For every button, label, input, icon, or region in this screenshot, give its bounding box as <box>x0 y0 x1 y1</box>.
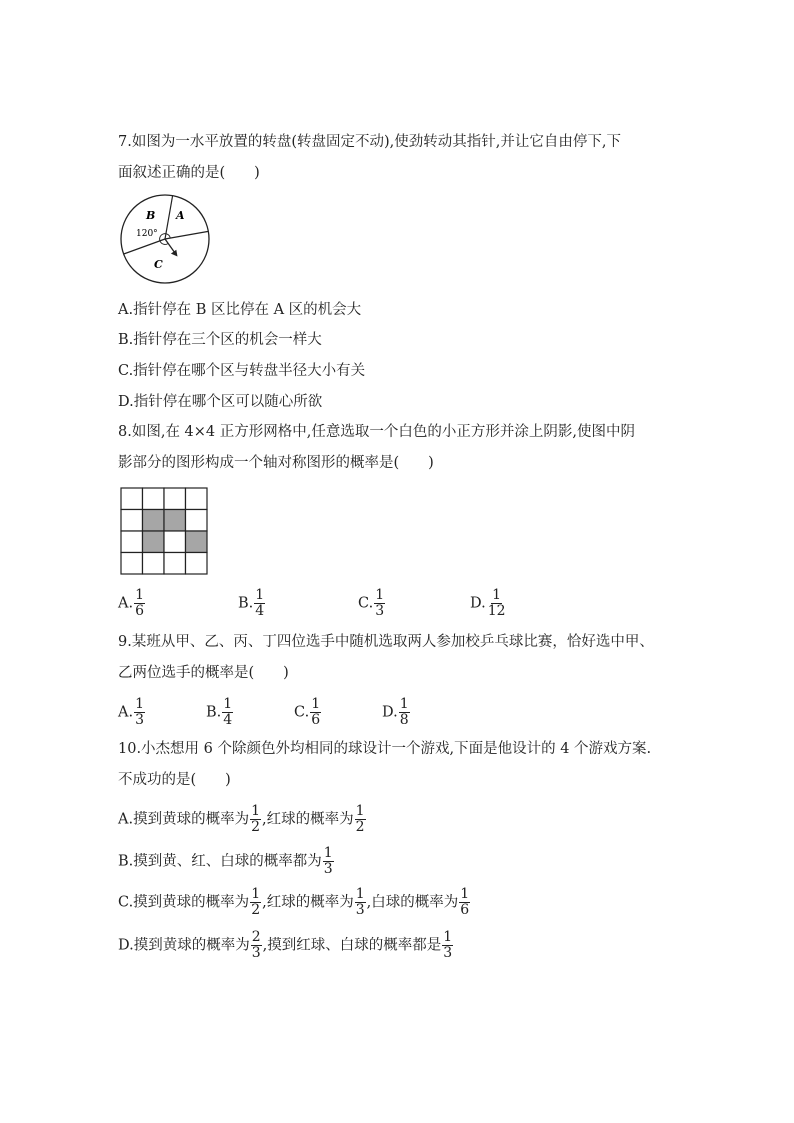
q7-stem-line1: 7.如图为一水平放置的转盘(转盘固定不动),使劲转动其指针,并让它自由停下,下 <box>118 134 621 150</box>
grid-cell <box>186 510 208 532</box>
grid-cell <box>121 553 143 575</box>
grid-cell <box>164 531 186 553</box>
q9-option-a: A. $\frac{1}{3}$ <box>118 696 145 728</box>
angle-label: 120° <box>136 229 158 239</box>
grid-cell-shaded <box>143 531 165 553</box>
grid-cell <box>121 531 143 553</box>
q7-option-a: A.指针停在 B 区比停在 A 区的机会大 <box>118 302 362 318</box>
grid-cell <box>186 553 208 575</box>
q8-option-c: C. $\frac{1}{3}$ <box>358 587 385 619</box>
grid-cell <box>121 488 143 510</box>
q10-stem-line2: 不成功的是( ) <box>118 772 231 788</box>
divider-top <box>165 196 173 239</box>
q7-option-c: C.指针停在哪个区与转盘半径大小有关 <box>118 363 366 379</box>
q9-option-b: B. $\frac{1}{4}$ <box>206 696 233 728</box>
q8-stem-line2: 影部分的图形构成一个轴对称图形的概率是( ) <box>118 455 434 471</box>
grid-cell <box>164 553 186 575</box>
grid-cell <box>164 488 186 510</box>
grid-cell <box>143 553 165 575</box>
q10-option-d: D.摸到黄球的概率为 $\frac{2}{3}$ ,摸到红球、白球的概率都是 $\frac{1}{3}$ <box>118 929 453 961</box>
grid-cell-shaded <box>186 531 208 553</box>
spinner-figure <box>118 194 214 286</box>
label-c: C <box>154 258 163 271</box>
grid-cell <box>121 510 143 532</box>
q9-stem-line1: 9.某班从甲、乙、丙、丁四位选手中随机选取两人参加校乒乓球比赛，恰好选中甲、 <box>118 634 654 650</box>
label-a: A <box>176 209 185 222</box>
q8-stem-line1: 8.如图,在 4×4 正方形网格中,任意选取一个白色的小正方形并涂上阴影,使图中阴 <box>118 424 635 440</box>
q10-option-b: B.摸到黄、红、白球的概率都为 $\frac{1}{3}$ <box>118 845 333 877</box>
square-grid-figure <box>120 487 210 577</box>
divider-left <box>124 239 165 254</box>
grid-cell <box>143 488 165 510</box>
pointer-arrowhead <box>171 250 178 257</box>
grid-cell-shaded <box>164 510 186 532</box>
q10-stem-line1: 10.小杰想用 6 个除颜色外均相同的球设计一个游戏,下面是他设计的 4 个游戏方案. <box>118 741 652 757</box>
q8-option-a: A. $\frac{1}{6}$ <box>118 587 145 619</box>
q9-option-c: C. $\frac{1}{6}$ <box>294 696 321 728</box>
q7-option-d: D.指针停在哪个区可以随心所欲 <box>118 394 323 410</box>
pointer-arrow <box>165 239 175 253</box>
grid-cell-shaded <box>143 510 165 532</box>
q10-option-a: A.摸到黄球的概率为 $\frac{1}{2}$ ,红球的概率为 $\frac{1}{2}$ <box>118 803 365 835</box>
divider-right <box>165 231 208 239</box>
grid-cell <box>186 488 208 510</box>
q8-option-d: D. $\frac{1}{12}$ <box>470 587 506 619</box>
q10-option-c: C.摸到黄球的概率为 $\frac{1}{2}$ ,红球的概率为 $\frac{1}{3}$ ,白球的概率为 $\frac{1}{6}$ <box>118 886 470 918</box>
q7-stem-line2: 面叙述正确的是( ) <box>118 165 260 181</box>
q7-option-b: B.指针停在三个区的机会一样大 <box>118 332 322 348</box>
q8-option-b: B. $\frac{1}{4}$ <box>238 587 265 619</box>
label-b: B <box>146 209 156 222</box>
q9-stem-line2: 乙两位选手的概率是( ) <box>118 665 289 681</box>
q9-option-d: D. $\frac{1}{8}$ <box>382 696 409 728</box>
